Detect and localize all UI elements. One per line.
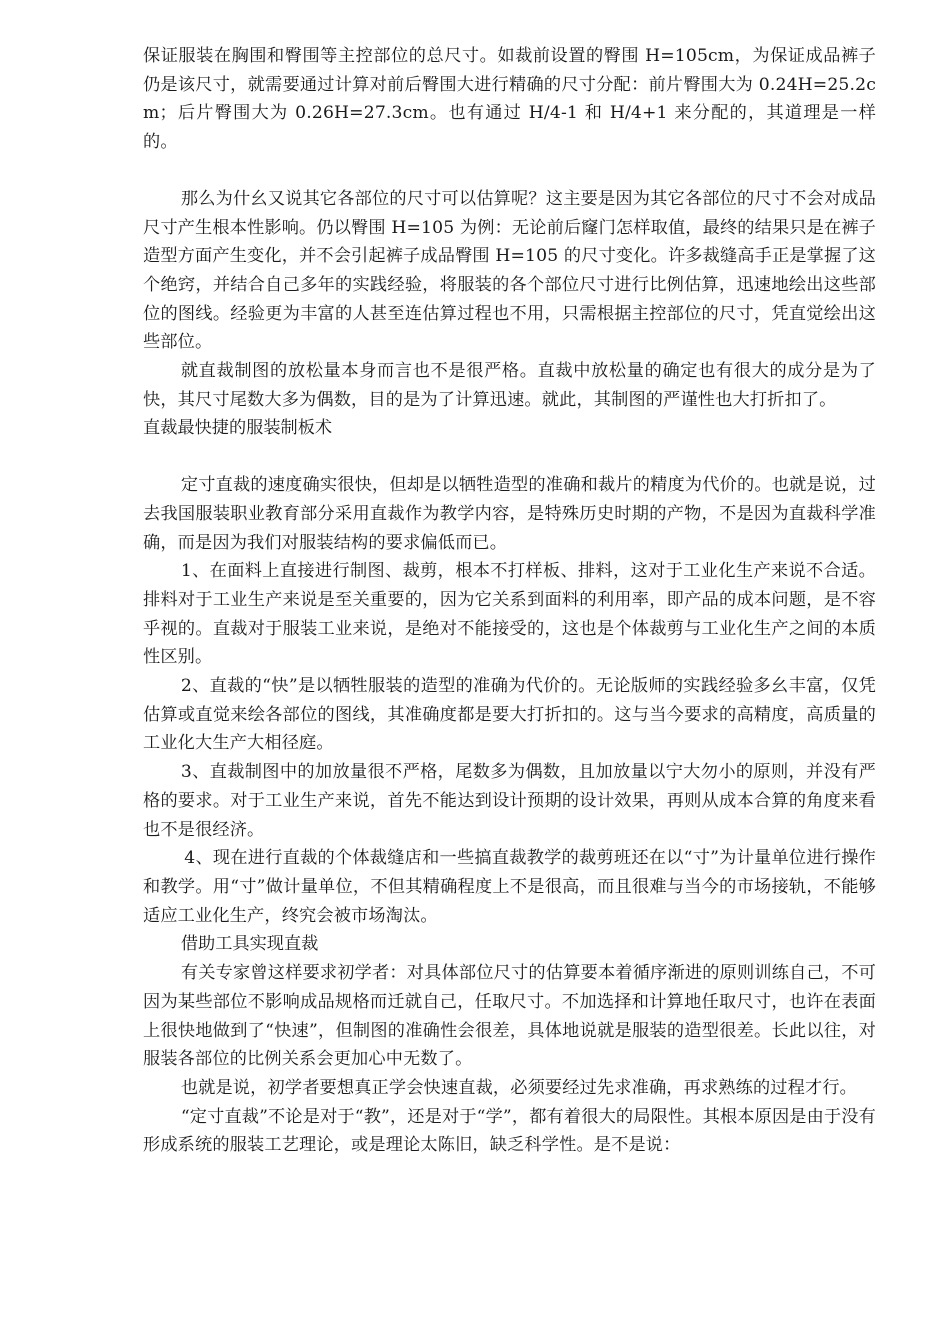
paragraph-beginners: 也就是说，初学者要想真正学会快速直裁，必须要经过先求准确，再求熟练的过程才行。 (180, 1077, 857, 1098)
list-item-2: 2、直裁的“快”是以牺牲服装的造型的准确为代价的。无论版师的实践经验多幺丰富，仅凭估算或直觉来绘各部位的图线，其准确度都是要大打折扣的。这与当今要求的高精度，高质量的工业化大生产大相径庭。 (143, 676, 876, 754)
paragraph-gap (143, 443, 876, 471)
paragraph-gap (143, 157, 876, 185)
paragraph-limitations: “定寸直裁”不论是对于“教”，还是对于“学”，都有着很大的局限性。其根本原因是由于没有形成系统的服装工艺理论，或是理论太陈旧，缺乏科学性。是不是说： (143, 1106, 876, 1156)
paragraph-fixed-size-cutting: 定寸直裁的速度确实很快，但却是以牺牲造型的准确和裁片的精度为代价的。也就是说，过去我国服装职业教育部分采用直裁作为教学内容，是特殊历史时期的产物，不是因为直裁科学准确，而是因为我们对服装结构的要求偏低而已。 (143, 475, 876, 553)
section-heading-fastest-method: 直裁最快捷的服装制板术 (143, 418, 333, 439)
list-item-1: 1、在面料上直接进行制图、裁剪，根本不打样板、排料，这对于工业化生产来说不合适。排料对于工业生产来说是至关重要的，因为它关系到面料的利用率，即产品的成本问题，是不容乎视的。直裁对于服装工业来说，是绝对不能接受的，这也是个体裁剪与工业化生产之间的本质性区别。 (143, 561, 876, 668)
list-item-3: 3、直裁制图中的加放量很不严格，尾数多为偶数，且加放量以宁大勿小的原则，并没有严格的要求。对于工业生产来说，首先不能达到设计预期的设计效果，再则从成本合算的角度来看也不是很经济。 (143, 762, 876, 840)
list-item-4: 4、现在进行直裁的个体裁缝店和一些搞直裁教学的裁剪班还在以“寸”为计量单位进行操作和教学。用“寸”做计量单位，不但其精确程度上不是很高，而且很难与当今的市场接轨，不能够适应工业化生产，终究会被市场淘汰。 (143, 848, 876, 926)
paragraph-estimation: 那么为什幺又说其它各部位的尺寸可以估算呢？这主要是因为其它各部位的尺寸不会对成品尺寸产生根本性影响。仍以臀围 H=105 为例：无论前后窿门怎样取值，最终的结果只是在裤子造型方面产生变化，并不会引起裤子成品臀围 H=105 的尺寸变化。许多裁缝高手正是掌握了这个绝窍，并结合自己多年的实践经验，将服装的各个部位尺寸进行比例估算，迅速地绘出这些部位的图线。经验更为丰富的人甚至连估算过程也不用，只需根据主控部位的尺寸，凭直觉绘出这些部位。 (143, 188, 877, 353)
section-heading-tools: 借助工具实现直裁 (180, 934, 319, 955)
paragraph-hip-allocation: 保证服装在胸围和臀围等主控部位的总尺寸。如裁前设置的臀围 H=105cm，为保证成品裤子仍是该尺寸，就需要通过计算对前后臀围大进行精确的尺寸分配：前片臀围大为 0.24H=25.2cm；后片臀围大为 0.26H=27.3cm。也有通过 H/4-1 和 H/4+1 来分配的，其道理是一样的。 (143, 46, 876, 153)
paragraph-expert-advice: 有关专家曾这样要求初学者：对具体部位尺寸的估算要本着循序渐进的原则训练自己，不可因为某些部位不影响成品规格而迁就自己，任取尺寸。不加选择和计算地任取尺寸，也许在表面上很快地做到了“快速”，但制图的准确性会很差，具体地说就是服装的造型很差。长此以往，对服装各部位的比例关系会更加心中无数了。 (143, 963, 876, 1070)
paragraph-ease-allowance: 就直裁制图的放松量本身而言也不是很严格。直裁中放松量的确定也有很大的成分是为了快，其尺寸尾数大多为偶数，目的是为了计算迅速。就此，其制图的严谨性也大打折扣了。 (143, 361, 876, 410)
